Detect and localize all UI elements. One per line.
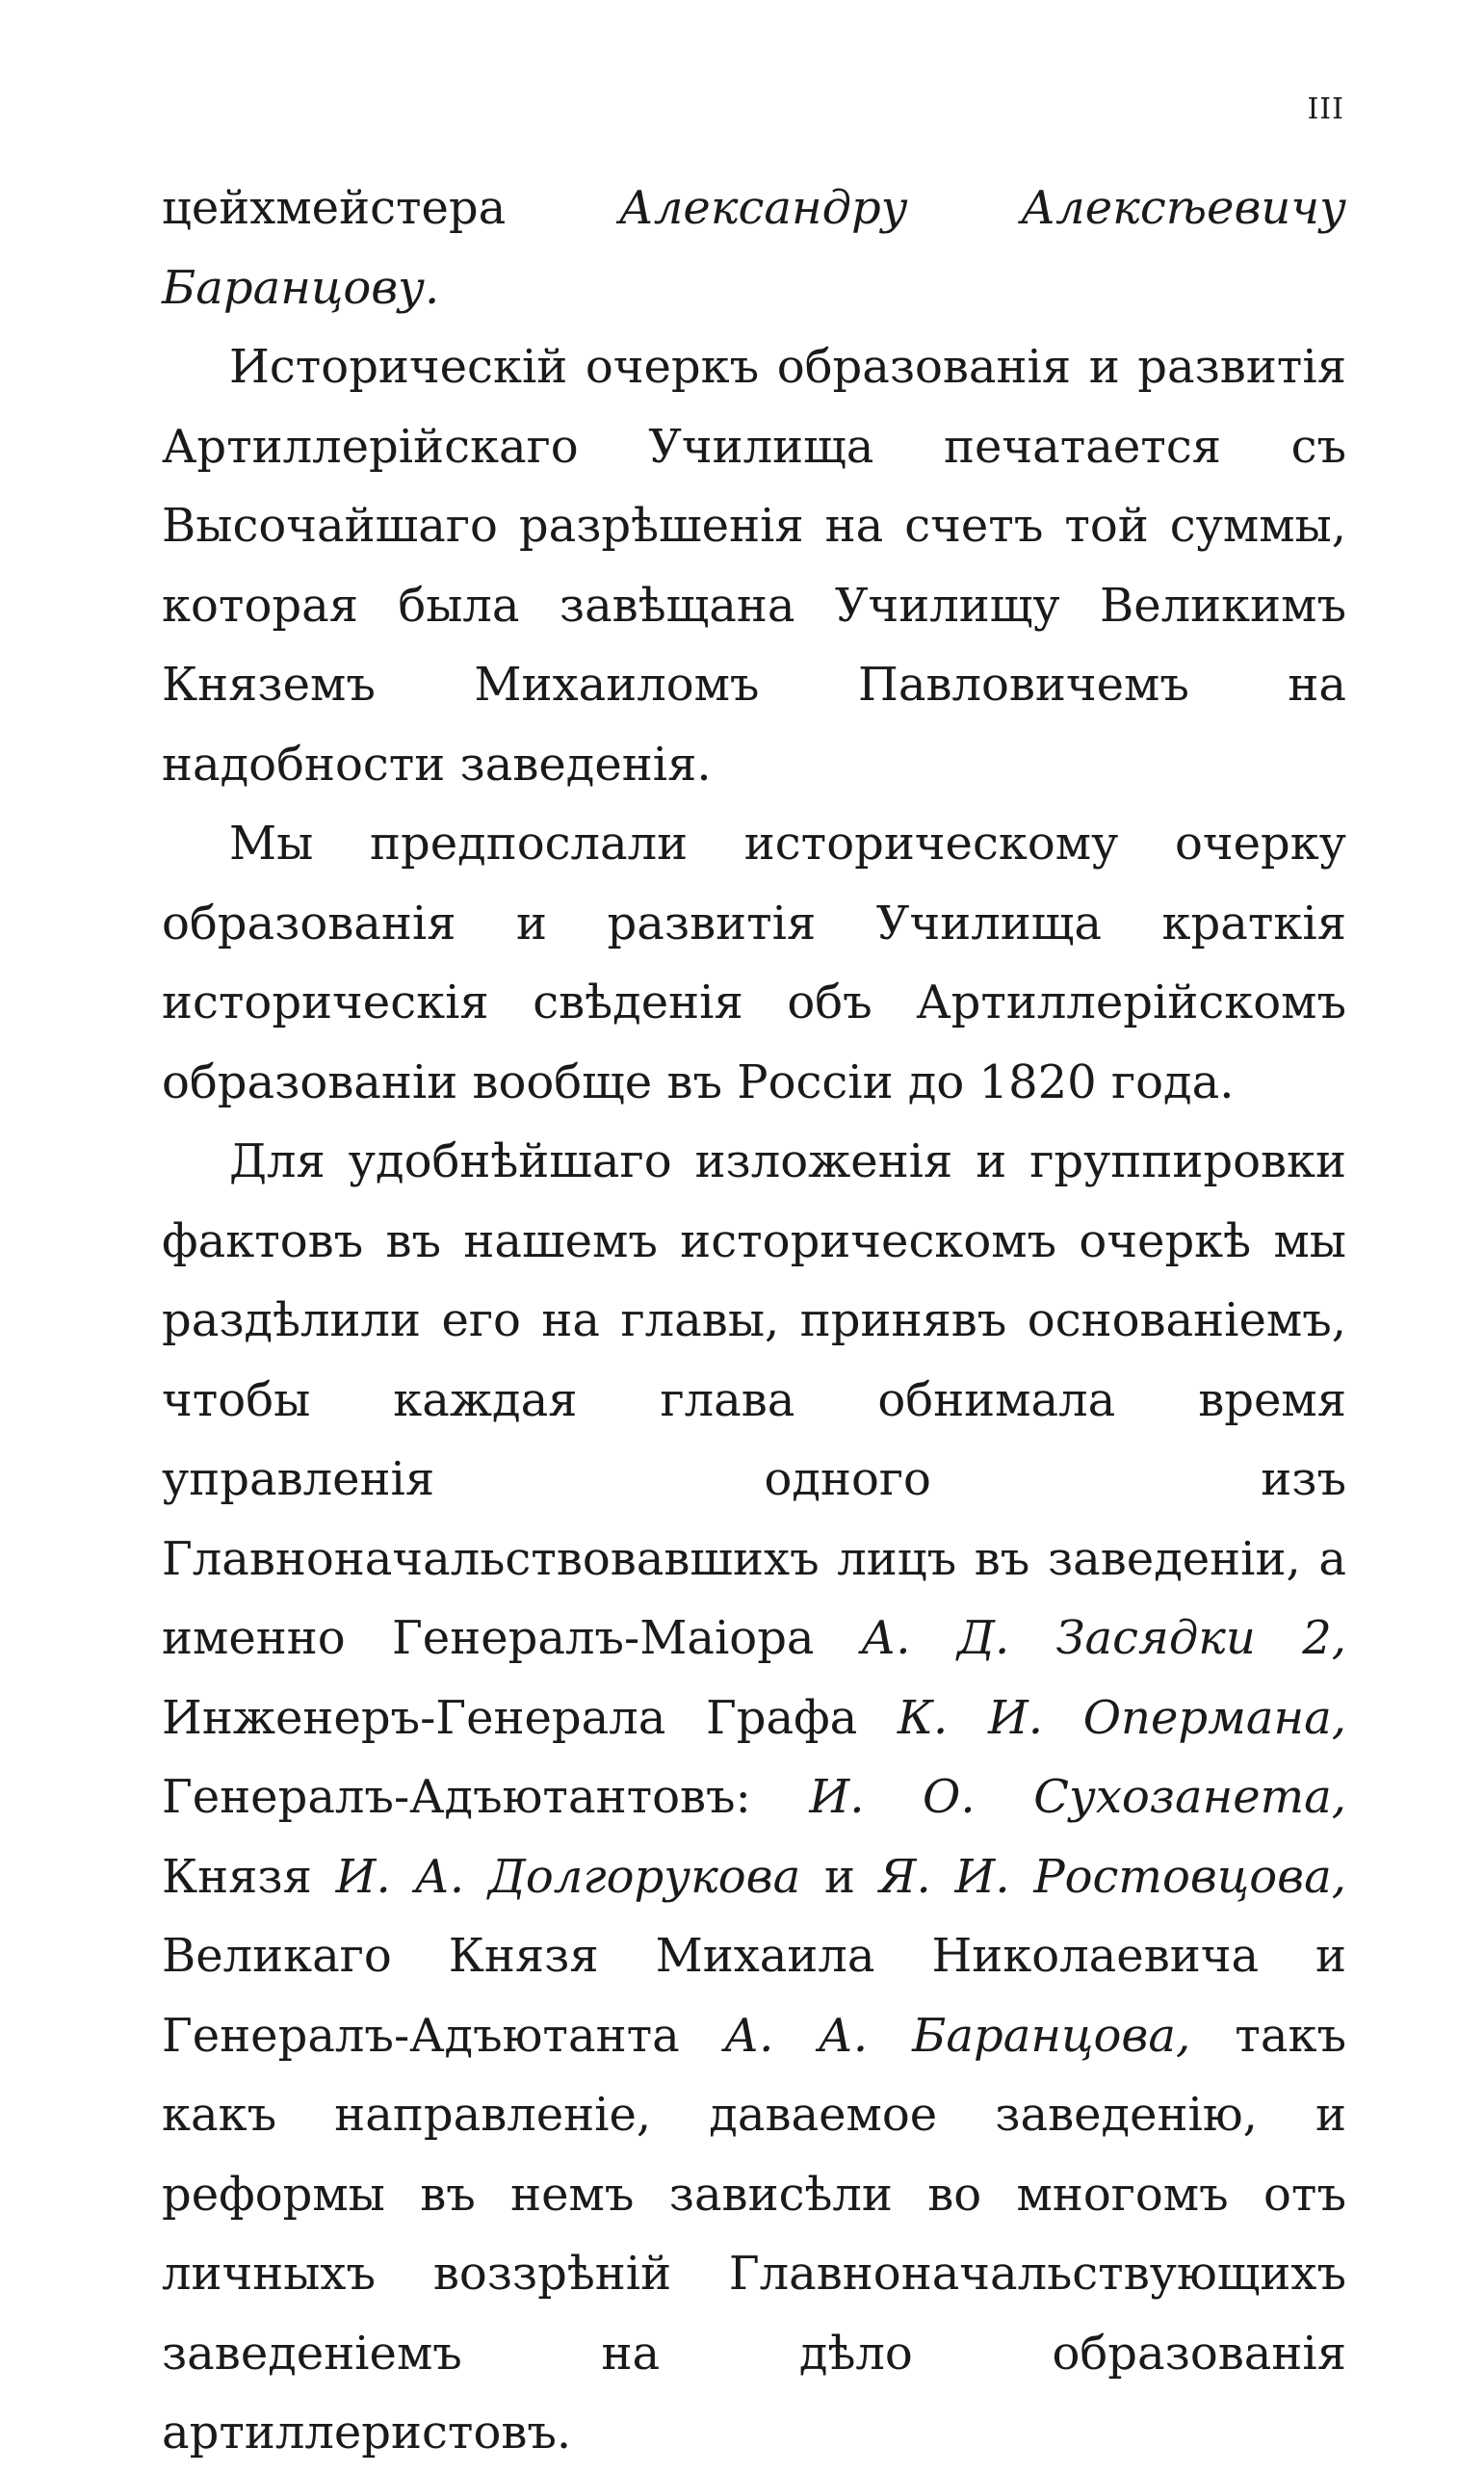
paragraph-2 xyxy=(162,327,1346,804)
text-run: Великаго Князя Михаила Николаевича и Генералъ-Адъютанта xyxy=(162,1929,1346,2063)
text-run-italic: Я. И. Ростовцова, xyxy=(878,1849,1346,1904)
body-text xyxy=(162,169,1346,2473)
text-run: Князя xyxy=(162,1849,336,1904)
text-run-italic: А. Д. Засядки 2, xyxy=(860,1611,1347,1665)
text-run: Мы предпослали историческому очерку образованія и развитія Училища краткія историческія свѣденія объ Артиллерійскомъ образованіи вообще въ Россіи до 1820 года. xyxy=(162,817,1346,1109)
paragraph-3 xyxy=(162,804,1346,1122)
text-run: Для удобнѣйшаго изложенія и группировки фактовъ въ нашемъ историческомъ очеркѣ мы раздѣлили его на главы, принявъ основаніемъ, чтобы каждая глава обнимала время управленія одного изъ Главноначальствовавшихъ лицъ въ заведеніи, а именно Генералъ-Маіора xyxy=(162,1134,1346,1665)
text-run-italic: И. А. Долгорукова xyxy=(335,1849,801,1904)
paragraph-1 xyxy=(162,169,1346,327)
text-run-italic: И. О. Сухозанета, xyxy=(809,1770,1346,1824)
text-run: такъ какъ направленіе, даваемое заведенію, и реформы въ немъ зависѣли во многомъ отъ личныхъ воззрѣній Главноначальствующихъ заведеніемъ на дѣло образованія артиллеристовъ. xyxy=(162,2008,1346,2460)
text-run-italic: А. А. Баранцова, xyxy=(723,2008,1191,2063)
text-run: Инженеръ-Генерала Графа xyxy=(162,1690,898,1745)
text-run: Историческій очеркъ образованія и развитія Артиллерійскаго Училища печатается съ Высочайшаго разрѣшенія на счетъ той суммы, которая была завѣщана Училищу Великимъ Княземъ Михаиломъ Павловичемъ на надобности заведенія. xyxy=(162,340,1346,792)
paragraph-4 xyxy=(162,1122,1346,2473)
text-run-italic: К. И. Опермана, xyxy=(897,1690,1346,1745)
text-run: цейхмейстера xyxy=(162,181,619,235)
text-run: и xyxy=(800,1849,879,1904)
text-run-italic: Александру Алексѣевичу Баранцову. xyxy=(162,181,1347,315)
text-run: Генералъ-Адъютантовъ: xyxy=(162,1770,810,1824)
page-number: III xyxy=(1307,92,1344,126)
